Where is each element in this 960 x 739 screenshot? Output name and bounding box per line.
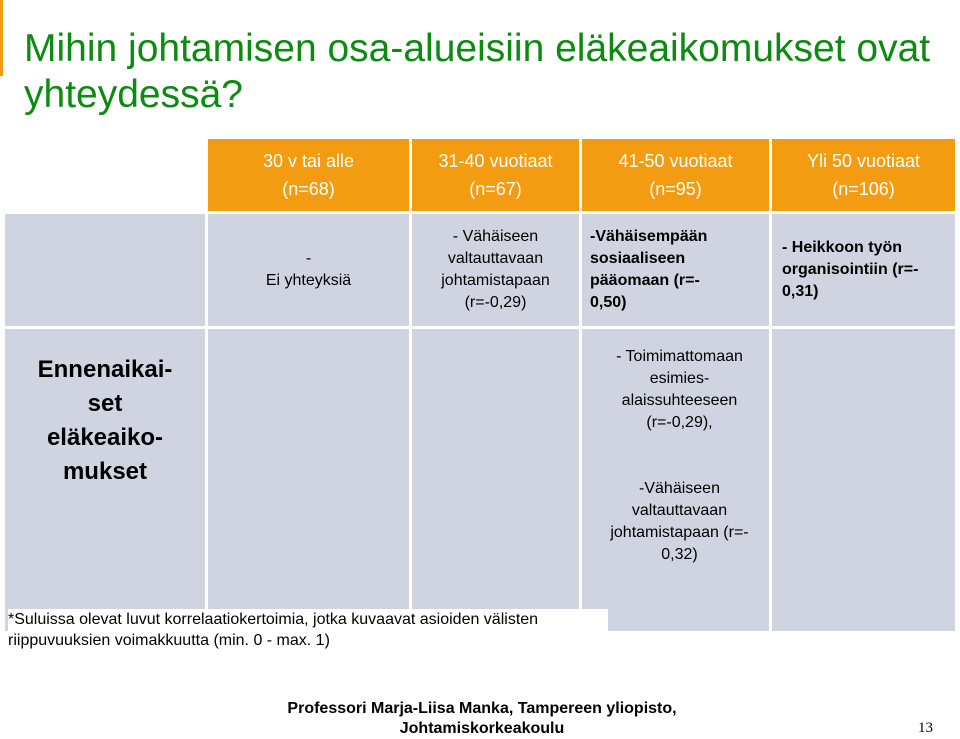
header-cell-age-41-50: 41-50 vuotiaat (n=95) [581,138,771,213]
results-table [2,136,958,634]
table-row [4,328,957,633]
title-accent-line [0,0,3,76]
table-cell: -Vähäisempään sosiaaliseen pääomaan (r=- 0,50) [581,213,771,328]
table-row [4,213,957,328]
header-cell-age-30-or-less: 30 v tai alle (n=68) [207,138,411,213]
table-cell [411,328,581,633]
table-cell [771,328,957,633]
page-number: 13 [918,720,933,736]
table-header-row [4,138,957,213]
row-label-cell [4,213,207,328]
table-cell [207,328,411,633]
header-cell-age-31-40: 31-40 vuotiaat (n=67) [411,138,581,213]
table-cell: - Ei yhteyksiä [207,213,411,328]
footnote: *Suluissa olevat luvut korrelaatiokertoimia, jotka kuvaavat asioiden välisten riippuvuuksien voimakkuutta (min. 0 - max. 1) [8,609,608,651]
header-cell-age-over-50: Yli 50 vuotiaat (n=106) [771,138,957,213]
table-cell: - Vähäiseen valtauttavaan johtamistapaan (r=-0,29) [411,213,581,328]
header-corner-cell [4,138,207,213]
table-cell: - Heikkoon työn organisointiin (r=- 0,31) [771,213,957,328]
footer-credit: Professori Marja-Liisa Manka, Tampereen yliopisto, Johtamiskorkeakoulu [287,700,677,737]
slide-title: Mihin johtamisen osa-alueisiin eläkeaikomukset ovat yhteydessä? [24,27,931,116]
row-label-early-retirement: Ennenaikai- set eläkeaiko- mukset [4,328,207,633]
table-cell: - Toimimattomaan esimies- alaissuhteeseen (r=-0,29), -Vähäiseen valtauttavaan johtamistapaan (r=- 0,32) [581,328,771,633]
